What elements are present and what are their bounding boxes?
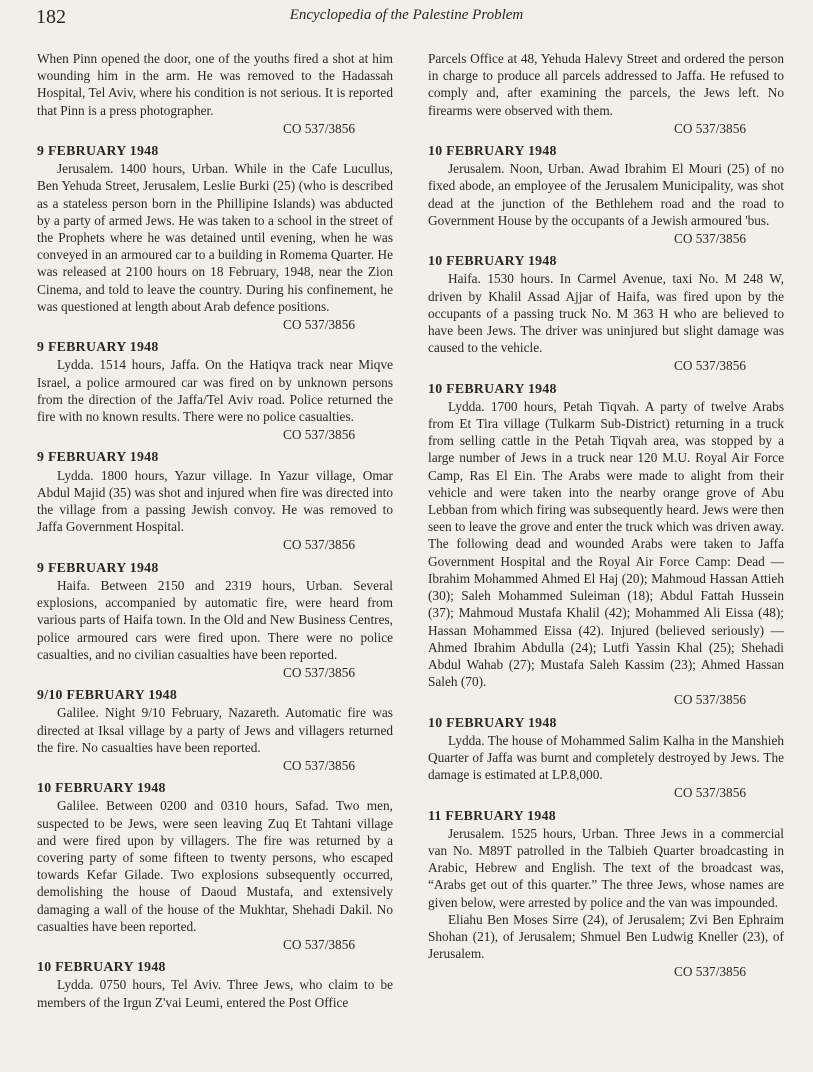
- source-reference: CO 537/3856: [282, 664, 355, 680]
- entry-text: Lydda. 1700 hours, Petah Tiqvah. A party of twelve Arabs from Et Tira village (Tulkarm Sub-District) returning in a truck from selling cattle in the Petah Tiqvah area, was stopped by a large number of Jews in a truck near 120 M.U. Royal Air Force Camp, Ras El Ein. The Arabs were made to alight from their vehicle and were taken into the nearby orange grove of Abu Lebban from which firing was subsequently heard. Jews were then seen to leave the grove and enter the truck which was driven away. The following dead and wounded Arabs were taken to Jaffa Government Hospital and the Royal Air Force Camp: Dead — Ibrahim Mohammed Ahmed El Haj (20); Mahmoud Hassan Attieh (30); Saleh Mohammed Suleiman (18); Abdul Fattah Hussein (37); Mahmoud Mustafa Khalil (42); Mohammed Ali Eissa (48); Hassan Mohammed Eissa (42). Injured (believed seriously) — Ahmed Ibrahim Abdulla (24); Lutfi Yassin Khal (25); Shehadi Abdul Wahab (27); Mustafa Saleh Kassim (23); Ahmed Hassan Saleh (70).: [428, 398, 784, 690]
- entry-date: 10 FEBRUARY 1948: [428, 714, 557, 730]
- entry-text: Lydda. 0750 hours, Tel Aviv. Three Jews, who claim to be members of the Irgun Z'vai Leumi, entered the Post Office: [37, 977, 393, 1010]
- entry-continued: [37, 50, 393, 137]
- entry-text: Jerusalem. 1525 hours, Urban. Three Jews in a commercial van No. M89T patrolled in the Talbieh Quarter broadcasting in Arabic, Hebrew and English. The text of the broadcast was, “Arabs get out of this quarter.” The three Jews, whose names are given below, were arrested by police and the van was impounded.: [428, 825, 784, 910]
- entry: [37, 686, 393, 774]
- entry: [428, 714, 784, 802]
- page-header: [36, 4, 777, 34]
- entry-date: 9 FEBRUARY 1948: [37, 339, 159, 355]
- entry-text: Galilee. Between 0200 and 0310 hours, Safad. Two men, suspected to be Jews, were seen leaving Zuq Et Tahtani village and were fired upon by villagers. The fire was returned by a covering party of some fifteen to twenty persons, who escaped towards Kefar Gilade. Two explosions subsequently occurred, demolishing the house of Daoud Mustafa, and extensively damaging a wall of the house of the Mukhtar, Shehadi Dakil. No casualties have been reported.: [37, 798, 393, 934]
- right-column: [428, 50, 784, 983]
- entry-date: 10 FEBRUARY 1948: [37, 959, 166, 975]
- entry-date: 10 FEBRUARY 1948: [428, 143, 557, 159]
- entry-text: Galilee. Night 9/10 February, Nazareth. Automatic fire was directed at Iksal village by a party of Jews and villagers returned the fire. No casualties have been reported.: [37, 705, 393, 755]
- entry-date: 9 FEBRUARY 1948: [37, 559, 159, 575]
- entry-text: Haifa. Between 2150 and 2319 hours, Urban. Several explosions, accompanied by automatic fire, were heard from various parts of Haifa town. In the Old and New Business Centres, police armoured cars were fired upon. There were no police casualties, and no civilian casualties have been reported.: [37, 577, 393, 662]
- source-reference: CO 537/3856: [282, 757, 355, 773]
- entry-text: Eliahu Ben Moses Sirre (24), of Jerusalem; Zvi Ben Ephraim Shohan (21), of Jerusalem; Shmuel Ben Ludwig Kneller (23), of Jerusalem.: [428, 911, 784, 962]
- source-reference: CO 537/3856: [673, 231, 746, 247]
- entry-date: 11 FEBRUARY 1948: [428, 807, 556, 823]
- entry-text: Haifa. 1530 hours. In Carmel Avenue, taxi No. M 248 W, driven by Khalil Assad Ajjar of Haifa, was fired upon by the occupants of a passing truck No. M 363 H who are believed to have been Jews. The driver was uninjured but slight damage was caused to the vehicle.: [428, 271, 784, 356]
- entry: [37, 779, 393, 953]
- entry-text: Lydda. The house of Mohammed Salim Kalha in the Manshieh Quarter of Jaffa was burnt and completely destroyed by Jews. The damage is estimated at LP.8,000.: [428, 732, 784, 783]
- entry: [428, 380, 784, 709]
- entry: [37, 559, 393, 681]
- source-reference: CO 537/3856: [282, 427, 355, 443]
- entry: [428, 142, 784, 247]
- entry-text: Jerusalem. 1400 hours, Urban. While in the Cafe Lucullus, Ben Yehuda Street, Jerusalem, Leslie Burki (25) (who is described as a stateless person born in the Phillipine Islands) was abducted by a party of armed Jews. He was taken to a school in the street of the Prophets where he was detained until evening, when he was conveyed in an armoured car to a building in Romema Quarter. He was released at 2100 hours on 18 February, 1948, near the Zion Cinema, and told to leave the country. During his confinement, he was questioned at length about Arab defence positions.: [37, 161, 393, 314]
- running-title: Encyclopedia of the Palestine Problem: [289, 7, 524, 23]
- source-reference: CO 537/3856: [673, 358, 746, 374]
- entry-date: 10 FEBRUARY 1948: [428, 380, 557, 396]
- entry: [428, 252, 784, 374]
- source-reference: CO 537/3856: [673, 120, 746, 136]
- left-column: [37, 50, 393, 1011]
- entry-text: When Pinn opened the door, one of the youths fired a shot at him wounding him in the arm. He was removed to the Hadassah Hospital, Tel Aviv, where his condition is not serious. It is reported that Pinn is a press photographer.: [37, 51, 393, 118]
- source-reference: CO 537/3856: [282, 120, 355, 136]
- entry-date: 9 FEBRUARY 1948: [37, 143, 159, 159]
- entry-date: 9/10 FEBRUARY 1948: [37, 687, 178, 703]
- entry-date: 10 FEBRUARY 1948: [428, 253, 557, 269]
- page-number: 182: [36, 6, 66, 28]
- entry-date: 10 FEBRUARY 1948: [37, 780, 166, 796]
- source-reference: CO 537/3856: [673, 785, 746, 801]
- source-reference: CO 537/3856: [673, 964, 746, 980]
- entry-date: 9 FEBRUARY 1948: [37, 449, 159, 465]
- entry: [37, 338, 393, 443]
- entry: [37, 448, 393, 553]
- entry: [428, 807, 784, 981]
- entry: [37, 958, 393, 1011]
- entry-text: Lydda. 1514 hours, Jaffa. On the Hatiqva track near Miqve Israel, a police armoured car was fired on by unknown persons from the direction of the Jaffa/Tel Aviv road. Police returned the fire with no known results. There were no police casualties.: [37, 357, 393, 425]
- entry: [37, 142, 393, 333]
- entry-text: Jerusalem. Noon, Urban. Awad Ibrahim El Mouri (25) of no fixed abode, an employee of the Jerusalem Municipality, was shot dead at the junction of the Bethlehem road and the road to Government House by the occupants of a Jewish armoured 'bus.: [428, 161, 784, 228]
- source-reference: CO 537/3856: [282, 537, 355, 553]
- entry-text: Lydda. 1800 hours, Yazur village. In Yazur village, Omar Abdul Majid (35) was shot and injured when fire was directed into the village from a passing Jewish convoy. He was removed to Jaffa Government Hospital.: [37, 467, 393, 535]
- source-reference: CO 537/3856: [282, 936, 355, 952]
- source-reference: CO 537/3856: [282, 317, 355, 333]
- source-reference: CO 537/3856: [673, 692, 746, 708]
- entry-continued: [428, 50, 784, 137]
- entry-text: Parcels Office at 48, Yehuda Halevy Street and ordered the person in charge to produce all parcels addressed to Jaffa. He refused to comply and, after examining the parcels, the Jews left. No firearms were observed with them.: [428, 51, 784, 118]
